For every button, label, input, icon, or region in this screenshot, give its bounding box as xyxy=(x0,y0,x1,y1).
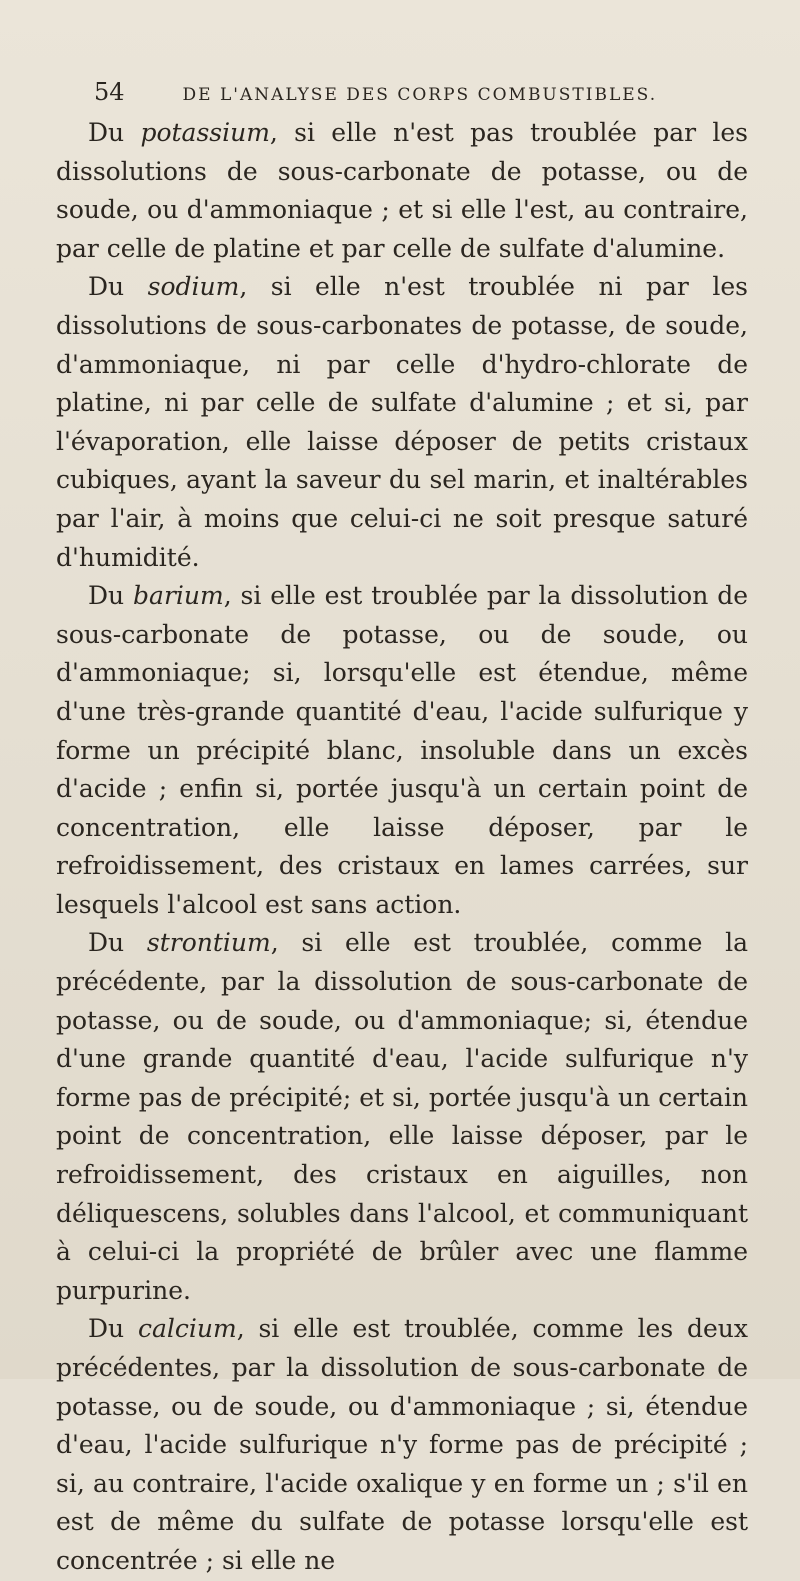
paragraph-body: , si elle est troublée, comme la précédente, par la dissolution de sous-carbonate de potasse, ou de soude, ou d'ammoniaque; si, étendue d'une grande quantité d'eau, l'acide sulfurique n'y forme pas de précipité; et si, portée jusqu'à un certain point de concentration, elle laisse déposer, par le refroidissement, des cristaux en aiguilles, non déliquescens, solubles dans l'alcool, et communiquant à celui-ci la propriété de brûler avec une flamme purpurine. xyxy=(56,928,748,1305)
paragraph-lead: Du xyxy=(88,272,148,302)
element-name-calcium: calcium xyxy=(137,1314,237,1344)
paragraph-body: , si elle est troublée, comme les deux précédentes, par la dissolution de sous-carbonate de potasse, ou de soude, ou d'ammoniaque ; si, étendue d'eau, l'acide sulfurique n'y forme pas de précipité ; si, au contraire, l'acide oxalique y en forme un ; s'il en est de même du sulfate de potasse lorsqu'elle est concentrée ; si elle ne xyxy=(56,1314,748,1575)
paragraph-lead: Du xyxy=(88,581,134,611)
paragraph-lead: Du xyxy=(88,928,147,958)
body-text xyxy=(56,114,748,1581)
paragraph-body: , si elle n'est troublée ni par les dissolutions de sous-carbonates de potasse, de soude, d'ammoniaque, ni par celle d'hydro-chlorate de platine, ni par celle de sulfate d'alumine ; et si, par l'évaporation, elle laisse déposer de petits cristaux cubiques, ayant la saveur du sel marin, et inaltérables par l'air, à moins que celui-ci ne soit presque saturé d'humidité. xyxy=(56,272,748,572)
running-title: DE L'ANALYSE DES CORPS COMBUSTIBLES. xyxy=(182,85,658,105)
paragraph-lead: Du xyxy=(88,118,141,147)
element-name-strontium: strontium xyxy=(146,928,271,958)
paragraph-potassium xyxy=(56,114,748,268)
paragraph-sodium xyxy=(56,268,748,577)
paragraph-lead: Du xyxy=(88,1314,138,1344)
element-name-sodium: sodium xyxy=(147,272,240,302)
paragraph-body: , si elle est troublée par la dissolution de sous-carbonate de potasse, ou de soude, ou d'ammoniaque; si, lorsqu'elle est étendue, même d'une très-grande quantité d'eau, l'acide sulfurique y forme un précipité blanc, insoluble dans un excès d'acide ; enfin si, portée jusqu'à un certain point de concentration, elle laisse déposer, par le refroidissement, des cristaux en lames carrées, sur lesquels l'alcool est sans action. xyxy=(56,581,749,919)
running-head xyxy=(94,78,748,114)
paragraph-strontium xyxy=(56,924,748,1310)
paragraph-calcium xyxy=(56,1310,748,1580)
paragraph-body: , si elle n'est pas troublée par les dissolutions de sous-carbonate de potasse, ou de soude, ou d'ammoniaque ; et si elle l'est, au contraire, par celle de platine et par celle de sulfate d'alumine. xyxy=(56,118,748,263)
element-name-barium: barium xyxy=(133,581,224,611)
page-number: 54 xyxy=(94,78,125,106)
paragraph-barium xyxy=(56,577,748,924)
element-name-potassium: potassium xyxy=(140,118,270,147)
